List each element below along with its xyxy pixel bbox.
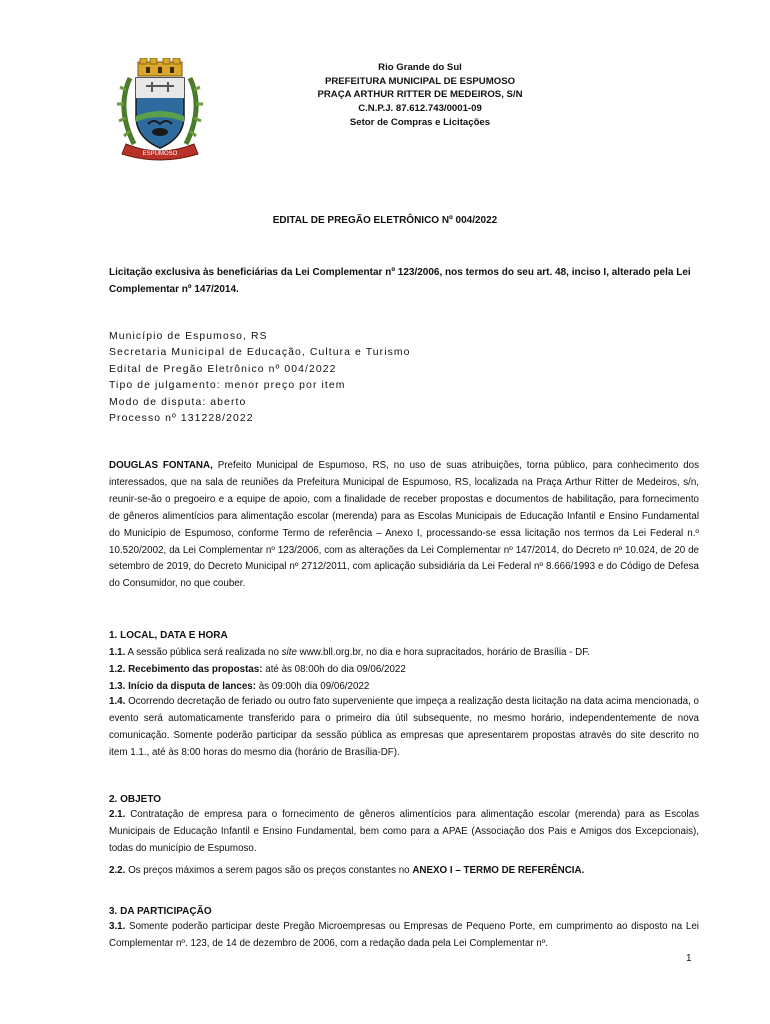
prefecture-name: PREFEITURA MUNICIPAL DE ESPUMOSO	[324, 75, 516, 87]
intro-paragraph: Licitação exclusiva às beneficiárias da Lei Complementar nº 123/2006, nos termos do seu art. 48, inciso I, alterado pela Lei Complementar nº 147/2014.	[109, 267, 691, 295]
process-metadata	[109, 329, 699, 427]
mayor-name: DOUGLAS FONTANA,	[109, 460, 213, 471]
item-text-italic: site	[281, 647, 297, 658]
item-label: 1.3. Início da disputa de lances:	[109, 681, 256, 692]
item-text: A sessão pública será realizada no	[125, 647, 282, 658]
state-name: Rio Grande do Sul	[378, 62, 462, 73]
section-2-heading: 2. OBJETO	[109, 794, 162, 805]
item-text: Ocorrendo decretação de feriado ou outro fato superveniente que impeça a realização desta licitação na data acima mencionada, o evento será automaticamente transferido para o primeiro dia útil subsequente, no mesmo horário, independentemente de nova comunicação. Somente poderão participar da sessão pública as empresas que apresentarem propostas através do site descrito no item 1.1., até às 8:00 horas do mesmo dia (horário de Brasília-DF).	[109, 696, 699, 758]
item-value: às 09:00h dia 09/06/2022	[256, 681, 370, 692]
meta-line: Tipo de julgamento: menor preço por item	[109, 380, 346, 392]
document-title: EDITAL DE PREGÃO ELETRÔNICO Nº 004/2022	[272, 215, 498, 226]
meta-line: Processo nº 131228/2022	[109, 413, 254, 425]
item-number: 2.1.	[109, 809, 126, 820]
annex-reference: ANEXO I – TERMO DE REFERÊNCIA.	[412, 865, 585, 876]
item-text: Somente poderão participar deste Pregão Microempresas ou Empresas de Pequeno Porte, em cumprimento ao disposto na Lei Complementar nº. 123, de 14 de dezembro de 2006, com a redação dada pela Lei Complementar nº.	[109, 921, 699, 949]
bll-site-link[interactable]: www.bll.org.br	[299, 647, 361, 658]
meta-line: Edital de Pregão Eletrônico nº 004/2022	[109, 363, 337, 375]
item-number: 1.4.	[109, 696, 126, 707]
item-number: 3.1.	[109, 921, 126, 932]
item-1-1	[109, 647, 699, 658]
page-number: 1	[686, 953, 692, 964]
item-2-2	[109, 865, 699, 876]
meta-line: Modo de disputa: aberto	[109, 396, 247, 408]
prefecture-address: PRAÇA ARTHUR RITTER DE MEDEIROS, S/N	[317, 89, 523, 101]
item-text: Os preços máximos a serem pagos são os preços constantes no	[125, 865, 413, 876]
item-text: Contratação de empresa para o fornecimento de gêneros alimentícios para alimentação escolar (merenda) para as Escolas Municipais de Educação Infantil e Ensino Fundamental, bem como para a APAE (Associação dos Pais e Amigos dos Excepcionais), todas do município de Espumoso.	[109, 809, 699, 854]
item-value: até às 08:00h do dia 09/06/2022	[262, 664, 406, 675]
item-3-1	[109, 919, 699, 953]
municipal-crest-icon	[112, 58, 208, 162]
section-1-heading: 1. LOCAL, DATA E HORA	[109, 630, 228, 641]
item-2-1	[109, 807, 699, 858]
item-label: 1.2. Recebimento das propostas:	[109, 664, 263, 675]
meta-line: Município de Espumoso, RS	[109, 331, 268, 342]
crest-banner-text: ESPUMOSO	[142, 151, 178, 157]
letterhead	[250, 61, 590, 130]
preamble-paragraph	[109, 458, 699, 593]
item-1-2	[109, 664, 699, 675]
item-1-4	[109, 694, 699, 762]
section-3-heading: 3. DA PARTICIPAÇÃO	[109, 906, 212, 917]
sector-name: Setor de Compras e Licitações	[349, 116, 491, 128]
meta-line: Secretaria Municipal de Educação, Cultura e Turismo	[109, 347, 411, 359]
item-1-3	[109, 681, 699, 692]
cnpj: C.N.P.J. 87.612.743/0001-09	[358, 103, 482, 115]
item-number: 1.1.	[109, 647, 126, 658]
item-text: , no dia e hora supracitados, horário de Brasília - DF.	[360, 647, 590, 658]
item-number: 2.2.	[109, 865, 126, 876]
preamble-text: Prefeito Municipal de Espumoso, RS, no uso de suas atribuições, torna público, para conhecimento dos interessados, que na sala de reuniões da Prefeitura Municipal de Espumoso, RS, localizada na Praça Arthur Ritter de Medeiros, s/n, reunir-se-ão o pregoeiro e a equipe de apoio, com a finalidade de receber propostas e documentos de habilitação, para fornecimento de gêneros alimentícios para alimentação escolar (merenda) para as Escolas Municipais de Educação Infantil e Ensino Fundamental do Município de Espumoso, conforme Termo de referência – Anexo I, processando-se essa licitação nos termos da Lei Federal n.º 10.520/2002, da Lei Complementar nº 123/2006, com as alterações da Lei Complementar nº 147/2014, do Decreto nº 10.024, de 20 de setembro de 2019, do Decreto Municipal nº 2712/2011, com aplicação subsidiária da Lei Federal nº 8.666/1993 e do Código de Defesa do Consumidor, no que couber.	[109, 460, 699, 590]
